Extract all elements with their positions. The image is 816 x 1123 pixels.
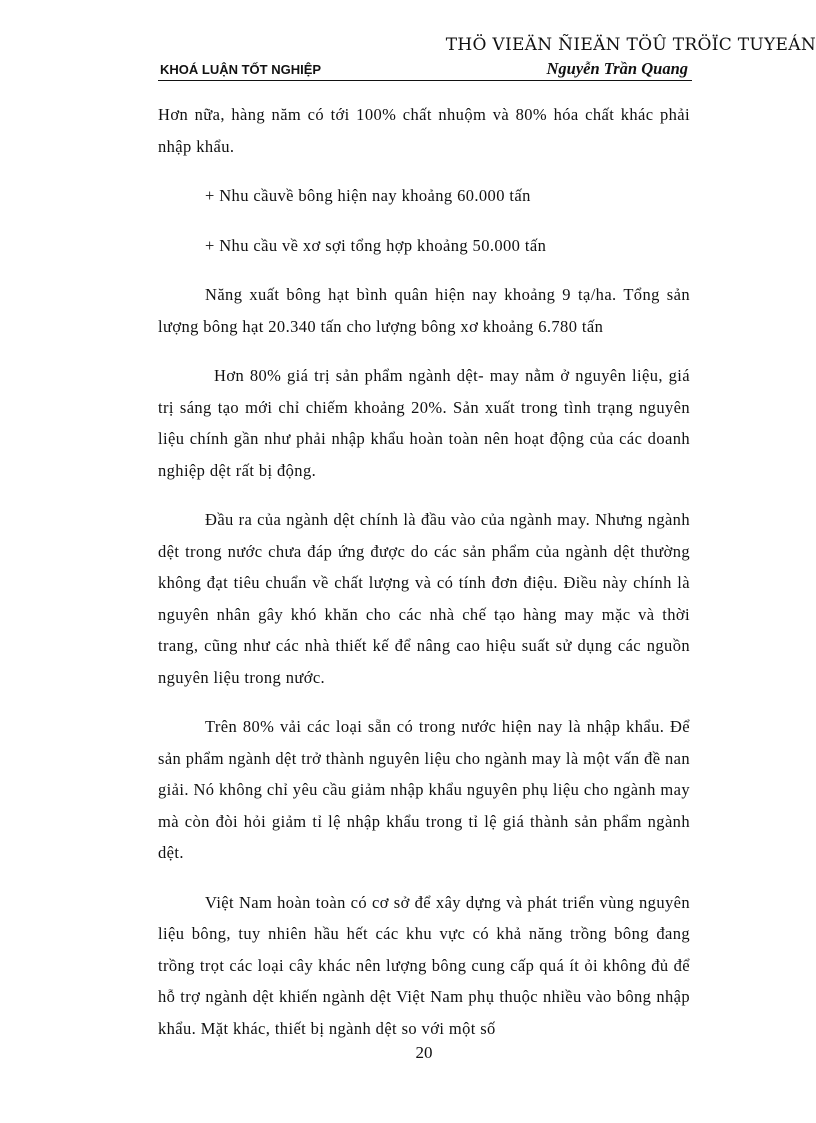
paragraph: Hơn nữa, hàng năm có tới 100% chất nhuộm và 80% hóa chất khác phải nhập khẩu. xyxy=(158,105,690,156)
header-author-name: Nguyễn Trần Quang xyxy=(546,59,688,78)
body-text xyxy=(158,99,690,1044)
watermark-text: THÖ VIEÄN ÑIEÄN TÖÛ TRÖÏC TUYEÁN xyxy=(445,35,816,55)
list-item-cotton-demand: + Nhu cầuvề bông hiện nay khoảng 60.000 tấn xyxy=(205,186,531,205)
page-header xyxy=(158,58,692,81)
paragraph: Hơn 80% giá trị sản phẩm ngành dệt- may nằm ở nguyên liệu, giá trị sáng tạo mới chỉ chiếm khoảng 20%. Sản xuất trong tình trạng nguyên liệu chính gần như phải nhập khẩu hoàn toàn nên hoạt động của các doanh nghiệp dệt rất bị động. xyxy=(158,366,690,480)
list-item-fiber-demand: + Nhu cầu về xơ sợi tổng hợp khoảng 50.000 tấn xyxy=(205,235,547,255)
paragraph: Năng xuất bông hạt bình quân hiện nay khoảng 9 tạ/ha. Tổng sản lượng bông hạt 20.340 tấn cho lượng bông xơ khoảng 6.780 tấn xyxy=(158,285,690,336)
page-number: 20 xyxy=(415,1043,433,1062)
paragraph: Việt Nam hoàn toàn có cơ sở để xây dựng và phát triển vùng nguyên liệu bông, tuy nhiên hầu hết các khu vực có khả năng trồng bông đang trồng trọt các loại cây khác nên lượng bông cung cấp quá ít ỏi không đủ để hỗ trợ ngành dệt khiến ngành dệt Việt Nam phụ thuộc nhiều vào bông nhập khẩu. Mặt khác, thiết bị ngành dệt so với một số xyxy=(158,892,690,1038)
paragraph: Đầu ra của ngành dệt chính là đầu vào của ngành may. Nhưng ngành dệt trong nước chưa đáp ứng được do các sản phẩm của ngành dệt thường không đạt tiêu chuẩn về chất lượng và có tính đơn điệu. Điều này chính là nguyên nhân gây khó khăn cho các nhà chế tạo hàng may mặc và thời trang, cũng như các nhà thiết kế để nâng cao hiệu suất sử dụng các nguồn nguyên liệu trong nước. xyxy=(158,510,690,687)
paragraph: Trên 80% vải các loại sẵn có trong nước hiện nay là nhập khẩu. Để sản phẩm ngành dệt trở thành nguyên liệu cho ngành may là một vấn đề nan giải. Nó không chỉ yêu cầu giảm nhập khẩu nguyên phụ liệu cho ngành may mà còn đòi hỏi giảm tỉ lệ nhập khẩu trong tỉ lệ giá thành sản phẩm ngành dệt. xyxy=(158,717,690,862)
header-thesis-title: KHOÁ LUẬN TỐT NGHIỆP xyxy=(160,62,322,77)
